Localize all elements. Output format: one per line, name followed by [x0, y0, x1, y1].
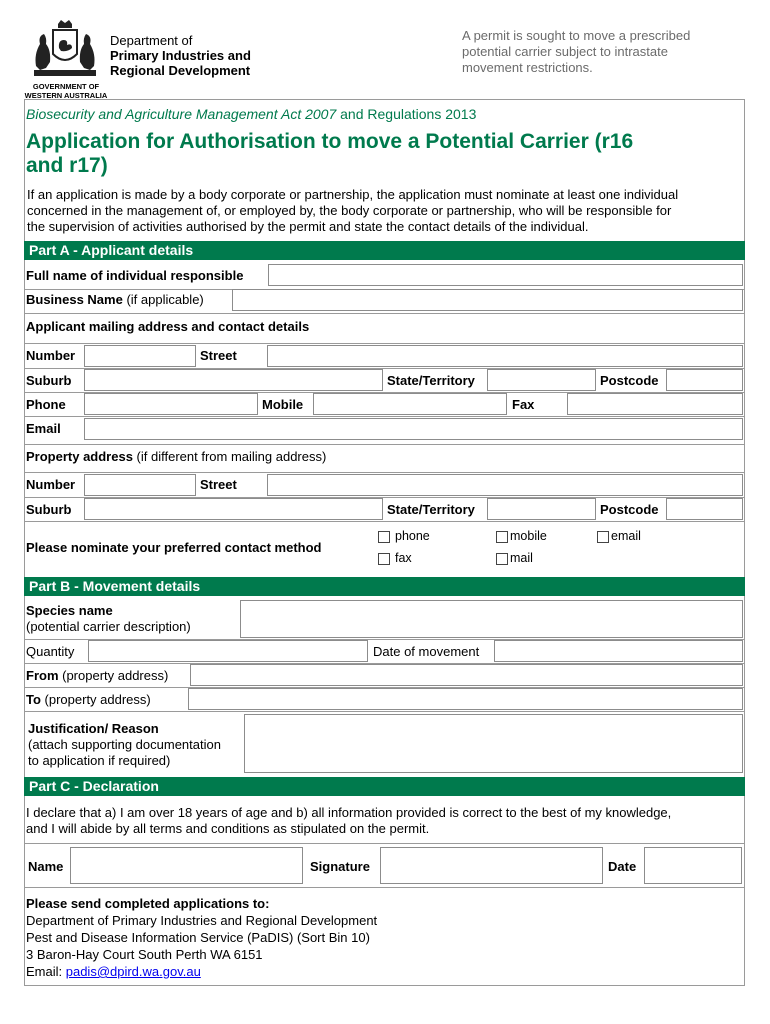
property-number-label: Number [26, 477, 76, 492]
gov-label [22, 82, 110, 100]
property-street-field[interactable] [267, 474, 743, 496]
quantity-field[interactable] [88, 640, 368, 662]
phone-field[interactable] [84, 393, 258, 415]
phone-label: Phone [26, 397, 66, 412]
quantity-label: Quantity [26, 644, 75, 659]
notice-line1: A permit is sought to move a prescribed [462, 28, 691, 43]
property-postcode-field[interactable] [666, 498, 743, 520]
dept-line3: Regional Development [110, 63, 251, 78]
part-b-heading: Part B - Movement details [24, 577, 745, 596]
mobile-field[interactable] [313, 393, 507, 415]
decl-name-label: Name [28, 859, 64, 874]
to-label [26, 692, 151, 707]
send-address [26, 912, 377, 980]
intro-text [27, 187, 678, 235]
mailing-number-label: Number [26, 348, 76, 363]
property-number-field[interactable] [84, 474, 196, 496]
property-heading [26, 449, 326, 464]
department-name [110, 33, 251, 78]
send-heading: Please send completed applications to: [26, 896, 270, 911]
to-note: (property address) [40, 692, 151, 707]
property-state-field[interactable] [487, 498, 596, 520]
mailing-suburb-field[interactable] [84, 369, 383, 391]
wa-government-crest-logo [28, 18, 102, 80]
email-label: Email [26, 421, 61, 436]
notice-line2: potential carrier subject to intrastate [462, 44, 668, 59]
justification-note2: to application if required) [28, 753, 171, 768]
property-street-label: Street [200, 477, 237, 492]
send-email-line [26, 963, 377, 980]
decl-date-label: Date [608, 859, 637, 874]
act-line [26, 106, 476, 122]
intro-line1: If an application is made by a body corporate or partnership, the application must nominate at least one individual [27, 187, 679, 202]
property-state-label: State/Territory [387, 502, 475, 517]
business-name-field[interactable] [232, 289, 743, 311]
mailing-suburb-label: Suburb [26, 373, 72, 388]
gov-line1: GOVERNMENT OF [32, 82, 100, 91]
declaration-line1: I declare that a) I am over 18 years of age and b) all information provided is correct to the best of my knowledge, [26, 805, 672, 820]
contact-mobile-label: mobile [510, 529, 547, 543]
contact-email-label: email [611, 529, 641, 543]
to-address-field[interactable] [188, 688, 743, 710]
dept-line2: Primary Industries and [110, 48, 251, 63]
email-field[interactable] [84, 418, 743, 440]
decl-date-field[interactable] [644, 847, 742, 884]
crest-icon [28, 18, 102, 80]
title-line2: and r17) [26, 154, 108, 177]
movement-date-field[interactable] [494, 640, 743, 662]
business-name-label [26, 292, 204, 307]
species-field[interactable] [240, 600, 743, 638]
page-title [26, 130, 633, 178]
business-name-note: (if applicable) [122, 292, 204, 307]
business-name-text: Business Name [26, 292, 123, 307]
property-heading-text: Property address [26, 449, 133, 464]
property-heading-note: (if different from mailing address) [132, 449, 327, 464]
from-note: (property address) [58, 668, 169, 683]
notice-line3: movement restrictions. [462, 60, 593, 75]
decl-signature-label: Signature [310, 859, 370, 874]
contact-mail-label: mail [510, 551, 533, 565]
mailing-postcode-label: Postcode [600, 373, 659, 388]
from-address-field[interactable] [190, 664, 743, 686]
mailing-street-field[interactable] [267, 345, 743, 367]
justification-field[interactable] [244, 714, 743, 773]
decl-name-field[interactable] [70, 847, 303, 884]
contact-phone-label: phone [395, 529, 430, 543]
act-name: Biosecurity and Agriculture Management Act 2007 [26, 106, 337, 122]
intro-line2: concerned in the management of, or employed by, the body corporate or partnership, who will be responsible for [27, 203, 672, 218]
dept-line1: Department of [110, 33, 193, 48]
species-note: (potential carrier description) [26, 619, 191, 634]
movement-date-label: Date of movement [373, 644, 480, 659]
contact-fax-label: fax [395, 551, 412, 565]
fax-label: Fax [512, 397, 535, 412]
gov-line2: WESTERN AUSTRALIA [24, 91, 108, 100]
mobile-label: Mobile [262, 397, 304, 412]
full-name-label: Full name of individual responsible [26, 268, 244, 283]
send-email-label: Email: [26, 964, 66, 979]
property-suburb-label: Suburb [26, 502, 72, 517]
send-line2: Pest and Disease Information Service (PaDIS) (Sort Bin 10) [26, 930, 370, 945]
property-postcode-label: Postcode [600, 502, 659, 517]
declaration-line2: and I will abide by all terms and conditions as stipulated on the permit. [26, 821, 430, 836]
act-regulations: and Regulations 2013 [336, 106, 477, 122]
fax-field[interactable] [567, 393, 743, 415]
contact-fax-checkbox[interactable] [378, 553, 390, 565]
permit-notice [462, 28, 690, 76]
to-text: To [26, 692, 41, 707]
send-line3: 3 Baron-Hay Court South Perth WA 6151 [26, 947, 263, 962]
contact-email-checkbox[interactable] [597, 531, 609, 543]
part-a-heading: Part A - Applicant details [24, 241, 745, 260]
contact-mobile-checkbox[interactable] [496, 531, 508, 543]
mailing-heading: Applicant mailing address and contact details [26, 319, 310, 334]
justification-note1: (attach supporting documentation [28, 737, 221, 752]
mailing-state-label: State/Territory [387, 373, 475, 388]
from-text: From [26, 668, 59, 683]
species-label: Species name [26, 603, 113, 618]
mailing-street-label: Street [200, 348, 237, 363]
full-name-field[interactable] [268, 264, 743, 286]
contact-phone-checkbox[interactable] [378, 531, 390, 543]
mailing-postcode-field[interactable] [666, 369, 743, 391]
from-label [26, 668, 168, 683]
send-line1: Department of Primary Industries and Regional Development [26, 913, 378, 928]
contact-mail-checkbox[interactable] [496, 553, 508, 565]
property-suburb-field[interactable] [84, 498, 383, 520]
part-c-heading: Part C - Declaration [24, 777, 745, 796]
mailing-number-field[interactable] [84, 345, 196, 367]
intro-line3: the supervision of activities authorised by the permit and state the contact details of the individual. [27, 219, 589, 234]
title-line1: Application for Authorisation to move a Potential Carrier (r16 [26, 130, 634, 153]
padis-email-link[interactable]: padis@dpird.wa.gov.au [65, 964, 201, 979]
decl-signature-field[interactable] [380, 847, 603, 884]
mailing-state-field[interactable] [487, 369, 596, 391]
justification-label: Justification/ Reason [28, 721, 159, 736]
contact-method-label: Please nominate your preferred contact method [26, 540, 322, 555]
